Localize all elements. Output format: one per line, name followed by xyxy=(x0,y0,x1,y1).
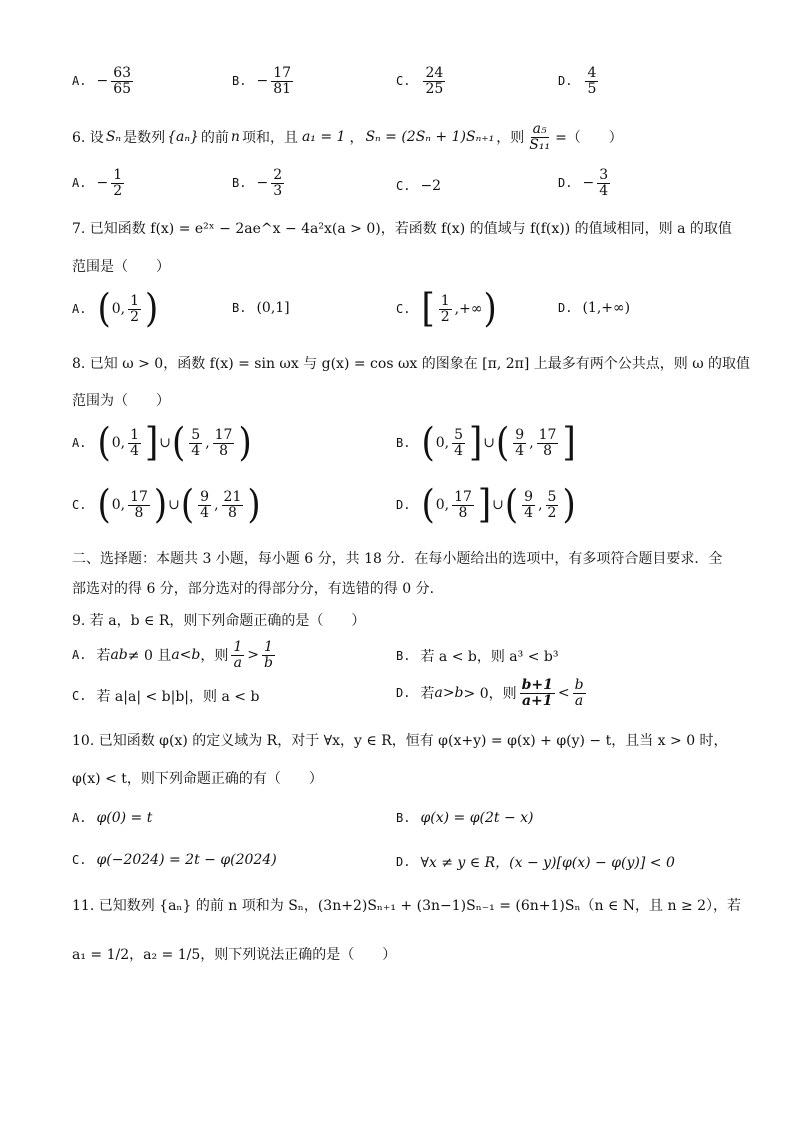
q9-option-c: C. 若 a|a| < b|b|，则 a < b xyxy=(72,689,260,705)
q6-option-d: D. − $\frac{3}{4}$ xyxy=(558,167,609,199)
q11-stem-line1: 11. 已知数列 {aₙ} 的前 n 项和为 Sₙ，(3n+2)Sₙ₊₁ + (3n−1)Sₙ₋₁ = (6n+1)Sₙ（n ∈ N，且 n ≥ 2），若 xyxy=(72,898,742,914)
q6-option-c: C. −2 xyxy=(396,178,442,194)
section2-line1: 二、选择题：本题共 3 小题，每小题 6 分，共 18 分．在每小题给出的选项中，有多项符合题目要求．全 xyxy=(72,551,723,567)
q8-stem-line2: 范围为（ ） xyxy=(72,393,170,409)
q5-c-fraction: $\frac{24}{25}$ xyxy=(425,65,444,97)
q5-a-fraction: $\frac{63}{65}$ xyxy=(113,65,132,97)
q10-option-d: D. ∀x ≠ y ∈ R，(x − y)[φ(x) − φ(y)] < 0 xyxy=(396,855,675,871)
q8-option-c: C. ( 0, $\frac{17}{8}$ ) ∪ ( $\frac{9}{4}$ , $\frac{21}{8}$ ) xyxy=(72,482,261,528)
q6-stem: 6. 设 Sₙ 是数列 {aₙ} 的前 n 项和，且 a₁ = 1 ， Sₙ = (2Sₙ + 1)Sₙ₊₁ ，则 $\frac{\text{a₅}}{\text{S₁₁}}$ =（ ） xyxy=(72,121,623,153)
q7-option-d: D. (1,+∞) xyxy=(558,300,631,316)
q8-stem-line1: 8. 已知 ω > 0，函数 f(x) = sin ωx 与 g(x) = cos ωx 的图象在 [π, 2π] 上最多有两个公共点，则 ω 的取值 xyxy=(72,356,751,372)
q10-option-c: C. φ(−2024) = 2t − φ(2024) xyxy=(72,852,277,868)
q5-option-d: D. $\frac{4}{5}$ xyxy=(558,65,597,97)
q6-fraction: $\frac{\text{a₅}}{\text{S₁₁}}$ xyxy=(529,121,551,153)
q5-d-fraction: $\frac{4}{5}$ xyxy=(587,65,597,97)
q8-option-a: A. ( 0, $\frac{1}{4}$ ] ∪ ( $\frac{5}{4}$ , $\frac{17}{8}$ ) xyxy=(72,420,252,466)
q8-option-b: B. ( 0, $\frac{5}{4}$ ] ∪ ( $\frac{9}{4}$ , $\frac{17}{8}$ ] xyxy=(396,420,576,466)
q5-option-a: A. − $\frac{63}{65}$ xyxy=(72,65,132,97)
q7-option-c: C. [ $\frac{1}{2}$ ,+∞ ) xyxy=(396,286,497,332)
q10-option-b: B. φ(x) = φ(2t − x) xyxy=(396,810,534,826)
q7-option-a: A. ( 0, $\frac{1}{2}$ ) xyxy=(72,286,159,332)
q10-stem-line2: φ(x) < t，则下列命题正确的有（ ） xyxy=(72,771,323,787)
q5-b-fraction: $\frac{17}{81}$ xyxy=(273,65,292,97)
q9-option-b: B. 若 a < b，则 a³ < b³ xyxy=(396,649,559,665)
q11-stem-line2: a₁ = 1/2，a₂ = 1/5，则下列说法正确的是（ ） xyxy=(72,947,397,963)
q7-option-b: B. (0,1] xyxy=(232,300,290,316)
q6-option-b: B. − $\frac{2}{3}$ xyxy=(232,167,283,199)
section2-line2: 部选对的得 6 分，部分选对的得部分分，有选错的得 0 分． xyxy=(72,581,444,597)
q5-option-b: B. − $\frac{17}{81}$ xyxy=(232,65,292,97)
q9-option-a: A. 若 ab ≠ 0 且 a < b ，则 $\frac{1}{a}$ > $\frac{1}{b}$ xyxy=(72,639,273,671)
q9-option-d: D. 若 a > b > 0，则 $\frac{b+1}{a+1}$ < $\frac{b}{a}$ xyxy=(396,677,584,709)
q10-stem-line1: 10. 已知函数 φ(x) 的定义域为 R，对于 ∀x，y ∈ R，恒有 φ(x+y) = φ(x) + φ(y) − t，且当 x > 0 时， xyxy=(72,733,728,749)
q6-option-a: A. − $\frac{1}{2}$ xyxy=(72,167,123,199)
q9-stem: 9. 若 a，b ∈ R，则下列命题正确的是（ ） xyxy=(72,613,366,629)
q7-stem-line1: 7. 已知函数 f(x) = e²ˣ − 2ae^x − 4a²x(a > 0)，若函数 f(x) 的值域与 f(f(x)) 的值域相同，则 a 的取值 xyxy=(72,221,732,237)
q7-stem-line2: 范围是（ ） xyxy=(72,259,170,275)
q8-option-d: D. ( 0, $\frac{17}{8}$ ] ∪ ( $\frac{9}{4}$ , $\frac{5}{2}$ ) xyxy=(396,482,576,528)
q5-option-c: C. $\frac{24}{25}$ xyxy=(396,65,444,97)
q10-option-a: A. φ(0) = t xyxy=(72,810,153,826)
